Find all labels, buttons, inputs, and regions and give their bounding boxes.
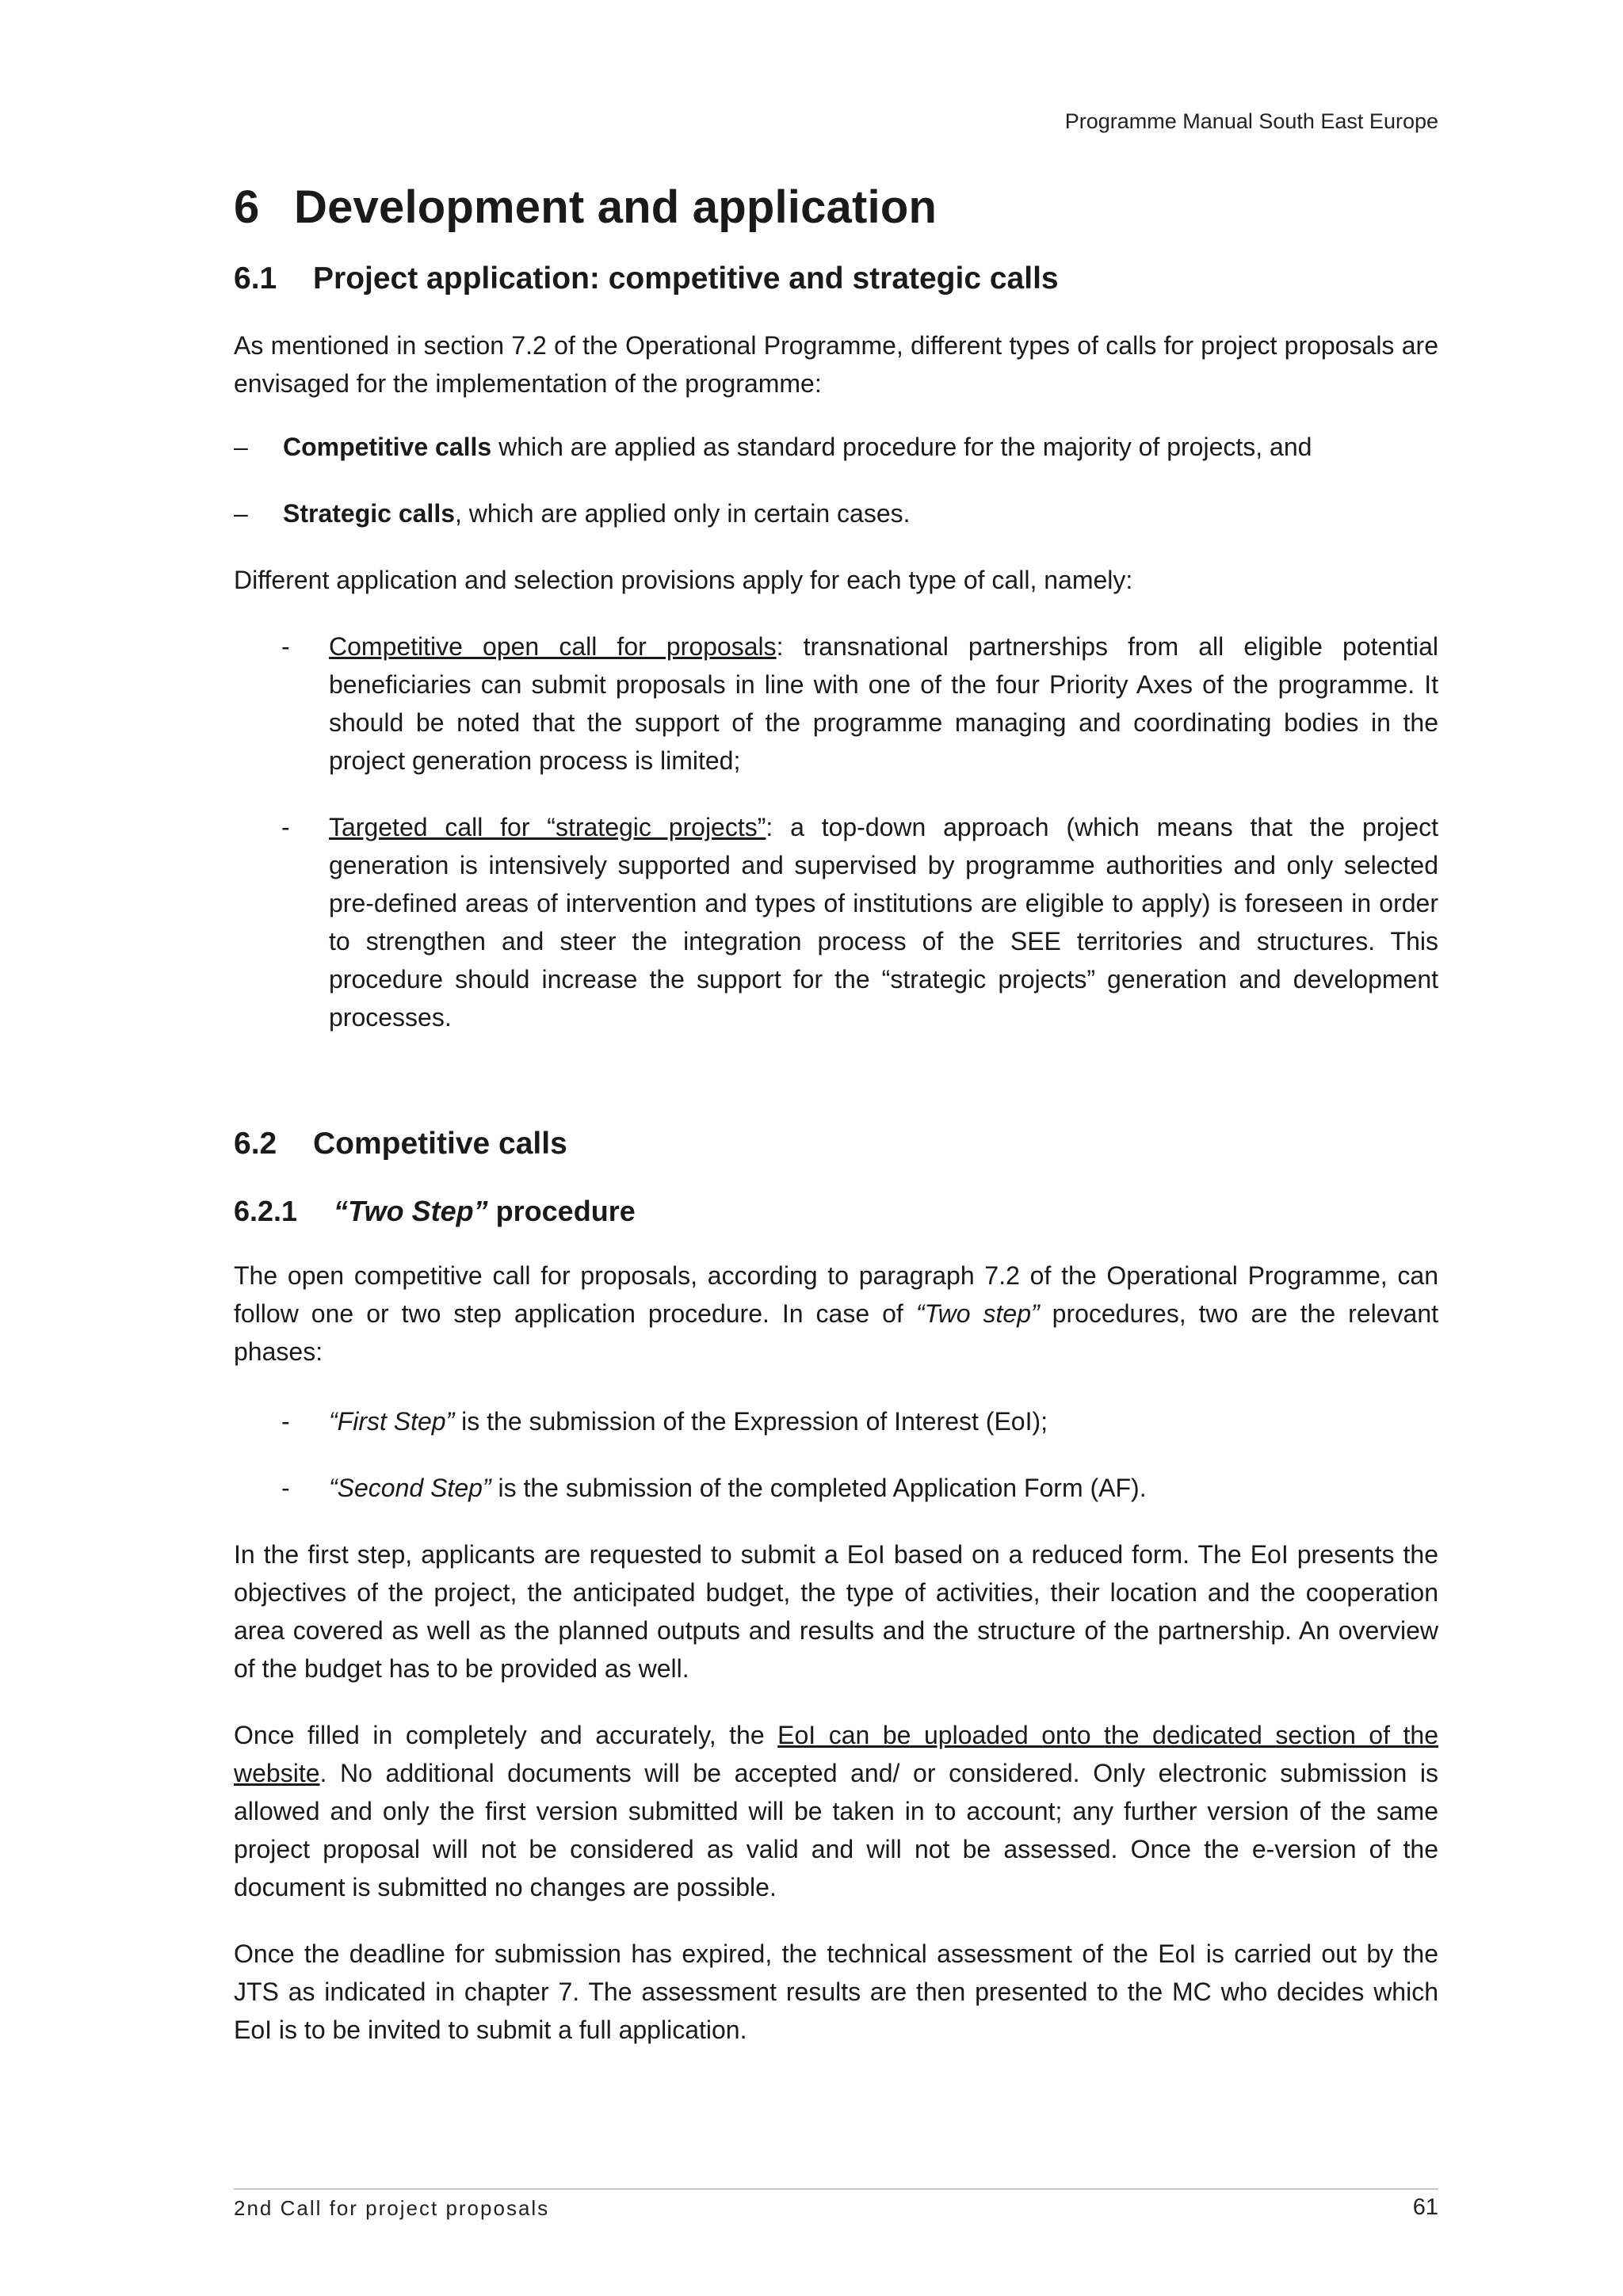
- page-number: 61: [1412, 2195, 1438, 2220]
- sub-item-text: : a top-down approach (which means that the project generation is intensively supported and supervised by programme authorities and only selected pre-defined areas of intervention and types of institutions are eligible to apply) is foreseen in order to strengthen and steer the integration process of the SEE territories and structures. This procedure should increase the support for the “strategic projects” generation and development processes.: [329, 813, 1439, 1032]
- running-header: Programme Manual South East Europe: [1064, 109, 1438, 133]
- step-text: is the submission of the Expression of Interest (EoI);: [454, 1407, 1048, 1436]
- sub-item-underlined: Targeted call for “strategic projects”: [329, 813, 766, 841]
- footer-title: 2nd Call for project proposals: [234, 2196, 550, 2220]
- italic-run: “Two step”: [915, 1299, 1040, 1328]
- paragraph-two-step-intro: [234, 1257, 1438, 1371]
- paragraph-first-step: In the first step, applicants are requested to submit a EoI based on a reduced form. The EoI presents the objectives of the project, the anticipated budget, the type of activities, their location and the cooperation area covered as well as the planned outputs and results and the structure of the partnership. An overview of the budget has to be provided as well.: [234, 1540, 1438, 1683]
- subsection-number: 6.2.1: [234, 1195, 298, 1227]
- section-heading-6-2: [234, 1127, 567, 1161]
- sub-item-dash: -: [281, 632, 290, 661]
- sub-item-dash: -: [281, 813, 290, 841]
- footer-divider: [234, 2188, 1438, 2190]
- section-heading-6-1: [234, 261, 1059, 296]
- chapter-heading: [234, 181, 937, 234]
- bullet-dash: –: [234, 433, 248, 461]
- bullet-bold: Strategic calls: [283, 499, 455, 528]
- bullet-dash: –: [234, 499, 248, 528]
- section-number: 6.1: [234, 261, 277, 296]
- text-run: . No additional documents will be accepted and/ or considered. Only electronic submission is allowed and only the first version submitted will be taken in to account; any further version of the same project proposal will not be considered as valid and will not be assessed. Once the e-version of the document is submitted no changes are possible.: [234, 1759, 1438, 1901]
- chapter-title: Development and application: [294, 181, 938, 233]
- step-text: is the submission of the completed Application Form (AF).: [491, 1474, 1147, 1502]
- bullet-text: which are applied as standard procedure for the majority of projects, and: [491, 433, 1312, 461]
- text-run: procedures, two are the relevant phases:: [234, 1299, 1439, 1366]
- document-page: [234, 0, 1438, 2296]
- section-number: 6.2: [234, 1127, 277, 1161]
- paragraph-upload: [234, 1716, 1438, 1906]
- step-dash: -: [281, 1474, 290, 1502]
- chapter-number: 6: [234, 181, 260, 233]
- sub-item-underlined: Competitive open call for proposals: [329, 632, 777, 661]
- sub-item-text: : transnational partnerships from all eligible potential beneficiaries can submit proposals in line with one of the four Priority Axes of the programme. It should be noted that the support of the programme managing and coordinating bodies in the project generation process is limited;: [329, 632, 1439, 775]
- section-title: Competitive calls: [313, 1127, 567, 1161]
- subsection-title-italic: “Two Step”: [334, 1195, 488, 1227]
- bullet-bold: Competitive calls: [283, 433, 492, 461]
- subsection-title-rest: procedure: [487, 1195, 636, 1227]
- step-dash: -: [281, 1407, 290, 1436]
- bullet-text: , which are applied only in certain cases.: [455, 499, 911, 528]
- section-title: Project application: competitive and strategic calls: [313, 261, 1059, 296]
- subsection-heading-6-2-1: [234, 1195, 636, 1228]
- text-run: The open competitive call for proposals, according to paragraph 7.2 of the Operational Programme, can follow one or two step application procedure. In case of: [234, 1261, 1438, 1328]
- provisions-paragraph: Different application and selection provisions apply for each type of call, namely:: [234, 566, 1133, 594]
- step-italic: “First Step”: [329, 1407, 455, 1436]
- step-italic: “Second Step”: [329, 1474, 491, 1502]
- intro-paragraph: As mentioned in section 7.2 of the Operational Programme, different types of calls for project proposals are envisaged for the implementation of the programme:: [234, 331, 1438, 398]
- upload-link[interactable]: EoI can be uploaded onto the dedicated section of the website: [234, 1721, 1439, 1787]
- text-run: Once filled in completely and accurately, the: [234, 1721, 778, 1749]
- paragraph-assessment: Once the deadline for submission has expired, the technical assessment of the EoI is carried out by the JTS as indicated in chapter 7. The assessment results are then presented to the MC who decides which EoI is to be invited to submit a full application.: [234, 1939, 1438, 2044]
